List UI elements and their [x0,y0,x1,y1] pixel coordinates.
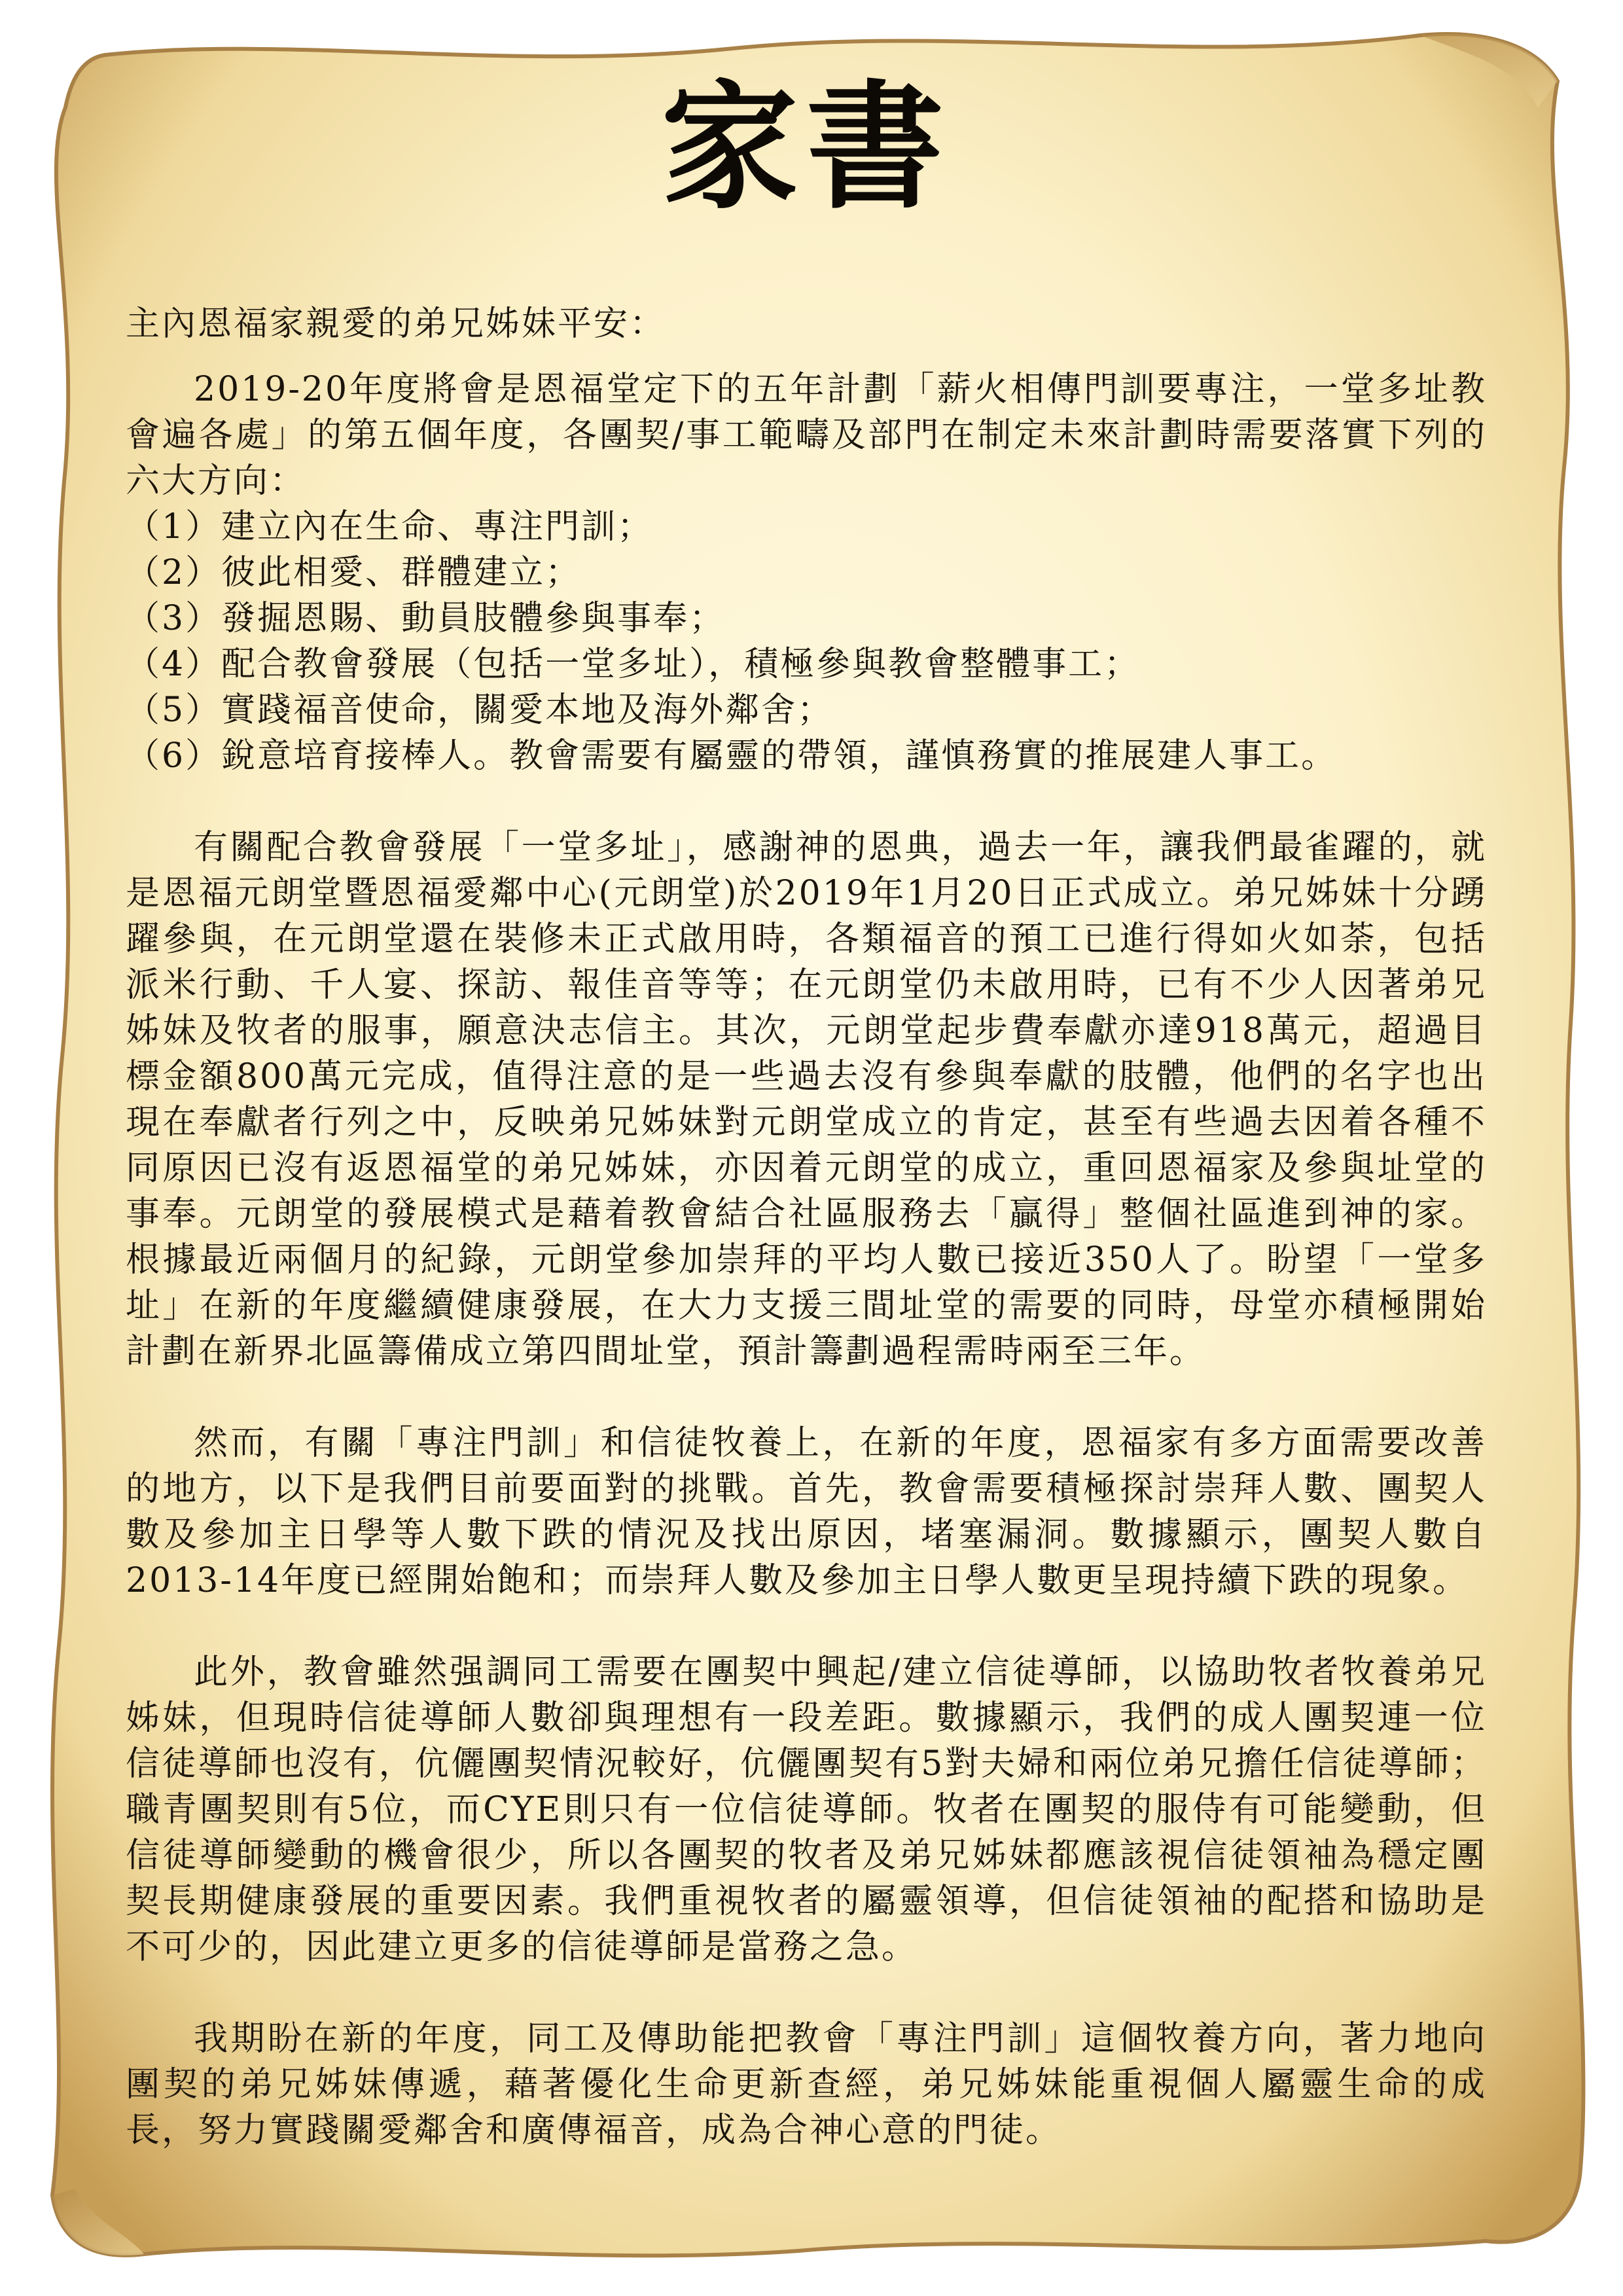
body-paragraph-4: 我期盼在新的年度，同工及傳助能把教會「專注門訓」這個牧養方向，著力地向團契的弟兄姊妹傳遞，藉著優化生命更新查經，弟兄姊妹能重視個人屬靈生命的成長，努力實踐關愛鄰舍和廣傳福音，成為合神心意的門徒。 [126,2019,1487,2150]
direction-item: （6）銳意培育接棒人。教會需要有屬靈的帶領，謹慎務實的推展建人事工。 [126,736,1338,776]
intro-paragraph: 2019-20年度將會是恩福堂定下的五年計劃「薪火相傳門訓要專注，一堂多址教會遍各處」的第五個年度，各團契/事工範疇及部門在制定未來計劃時需要落實下列的六大方向： [126,370,1487,501]
direction-item: （5）實踐福音使命，關愛本地及海外鄰舍； [126,691,834,730]
greeting-line: 主內恩福家親愛的弟兄姊妹平安： [126,304,666,344]
body-paragraph-1: 有關配合教會發展「一堂多址」，感謝神的恩典，過去一年，讓我們最雀躍的，就是恩福元朗堂暨恩福愛鄰中心(元朗堂)於2019年1月20日正式成立。弟兄姊妹十分踴躍參與，在元朗堂還在裝修未正式啟用時，各類福音的預工已進行得如火如荼，包括派米行動、千人宴、探訪、報佳音等等；在元朗堂仍未啟用時，已有不少人因著弟兄姊妹及牧者的服事，願意決志信主。其次，元朗堂起步費奉獻亦達918萬元，超過目標金額800萬元完成，值得注意的是一些過去沒有參與奉獻的肢體，他們的名字也出現在奉獻者行列之中，反映弟兄姊妹對元朗堂成立的肯定，甚至有些過去因着各種不同原因已沒有返恩福堂的弟兄姊妹，亦因着元朗堂的成立，重回恩福家及參與址堂的事奉。元朗堂的發展模式是藉着教會結合社區服務去「贏得」整個社區進到神的家。根據最近兩個月的紀錄，元朗堂參加崇拜的平均人數已接近350人了。盼望「一堂多址」在新的年度繼續健康發展，在大力支援三間址堂的需要的同時，母堂亦積極開始計劃在新界北區籌備成立第四間址堂，預計籌劃過程需時兩至三年。 [126,828,1487,1371]
letter-content [126,66,1487,2153]
direction-item: （1）建立內在生命、專注門訓； [126,507,654,547]
paragraph-gap [126,1604,1487,1649]
direction-item: （3）發掘恩賜、動員肢體參與事奉； [126,599,726,638]
body-paragraph-2: 然而，有關「專注門訓」和信徒牧養上，在新的年度，恩福家有多方面需要改善的地方，以下是我們目前要面對的挑戰。首先，教會需要積極探討崇拜人數、團契人數及參加主日學等人數下跌的情況及找出原因，堵塞漏洞。數據顯示，團契人數自2013-14年度已經開始飽和；而崇拜人數及參加主日學人數更呈現持續下跌的現象。 [126,1424,1487,1600]
directions-list [126,504,1487,779]
paragraph-gap [126,1374,1487,1420]
paragraph-gap [126,779,1487,825]
direction-item: （4）配合教會發展（包括一堂多址），積極參與教會整體事工； [126,645,1141,684]
body-paragraph-3: 此外，教會雖然强調同工需要在團契中興起/建立信徒導師，以協助牧者牧養弟兄姊妹，但現時信徒導師人數卻與理想有一段差距。數據顯示，我們的成人團契連一位信徒導師也沒有，伉儷團契情況較好，伉儷團契有5對夫婦和兩位弟兄擔任信徒導師；職青團契則有5位，而CYE則只有一位信徒導師。牧者在團契的服侍有可能變動，但信徒導師變動的機會很少，所以各團契的牧者及弟兄姊妹都應該視信徒領袖為穩定團契長期健康發展的重要因素。我們重視牧者的屬靈領導，但信徒領袖的配搭和協助是不可少的，因此建立更多的信徒導師是當務之急。 [126,1653,1487,1967]
letter-title: 家書 [660,66,952,228]
paragraph-gap [126,1970,1487,2016]
direction-item: （2）彼此相愛、群體建立； [126,553,582,592]
